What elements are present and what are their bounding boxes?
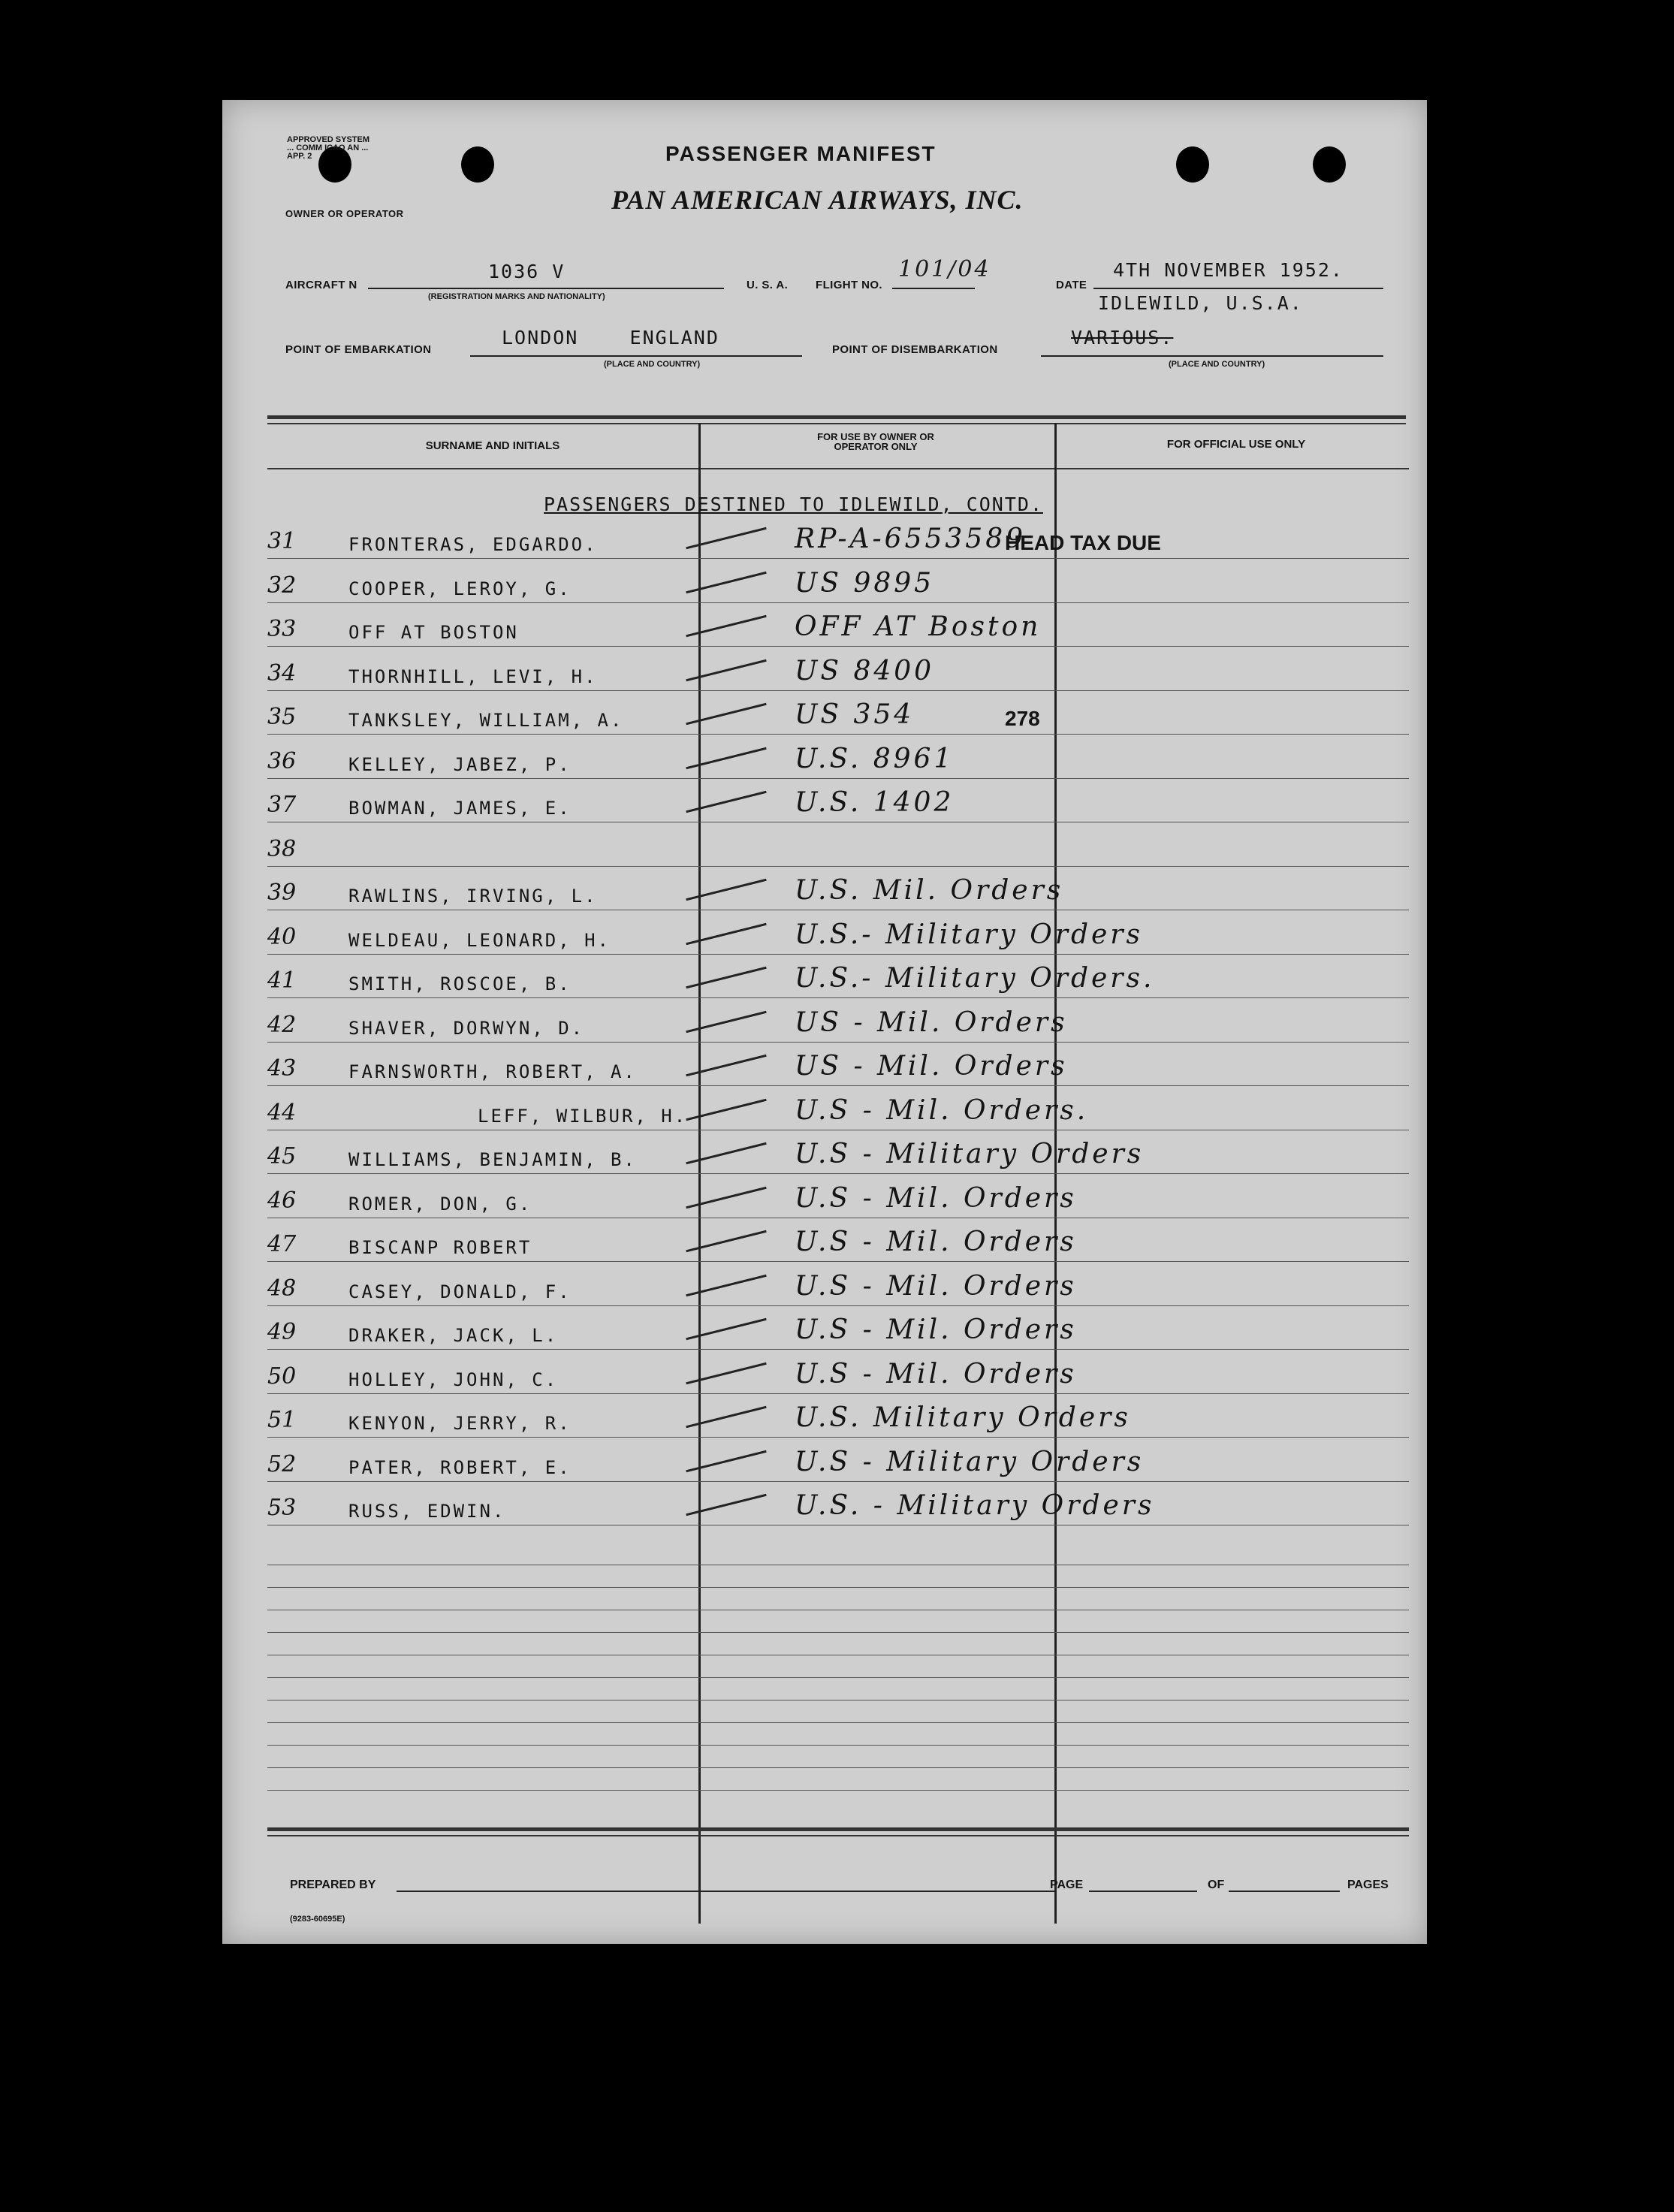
pages-label: PAGES: [1347, 1879, 1389, 1891]
punch-hole: [1313, 146, 1346, 183]
travel-document: US - Mil. Orders: [795, 1007, 1068, 1038]
disembarkation-label: POINT OF DISEMBARKATION: [832, 343, 998, 356]
header-rule: [267, 468, 1409, 469]
table-row: [222, 828, 1427, 871]
table-row: [222, 1487, 1427, 1530]
footer-rule: [267, 1835, 1409, 1836]
aircraft-sublabel: (REGISTRATION MARKS AND NATIONALITY): [428, 292, 605, 301]
date-underline: [1093, 288, 1383, 289]
passenger-name: TANKSLEY, WILLIAM, A.: [348, 710, 624, 731]
approval-stamp: APPROVED SYSTEM ... COMM ICAO AN ... APP. 2: [287, 135, 370, 161]
company-name: PAN AMERICAN AIRWAYS, INC.: [611, 185, 1024, 215]
table-row: [222, 1180, 1427, 1223]
blank-row-rule: [267, 1745, 1409, 1746]
blank-row-rule: [267, 1790, 1409, 1791]
row-number: 41: [267, 967, 297, 994]
blank-row-rule: [267, 1587, 1409, 1588]
row-number: 52: [267, 1451, 297, 1477]
check-mark: [686, 923, 766, 946]
row-rule: [267, 778, 1409, 779]
row-number: 53: [267, 1495, 297, 1521]
check-mark: [686, 1099, 766, 1121]
travel-document: U.S. 1402: [795, 787, 955, 818]
travel-document: U.S. - Military Orders: [795, 1490, 1155, 1521]
footer-rule: [267, 1827, 1409, 1831]
embarkation-sublabel: (PLACE AND COUNTRY): [604, 360, 701, 369]
row-number: 38: [267, 836, 297, 862]
passenger-name: SMITH, ROSCOE, B.: [348, 973, 572, 994]
row-number: 42: [267, 1012, 297, 1038]
passenger-name: HOLLEY, JOHN, C.: [348, 1369, 559, 1390]
table-row: [222, 1092, 1427, 1135]
punch-hole: [1176, 146, 1209, 183]
table-row: [222, 1399, 1427, 1442]
row-number: 33: [267, 616, 297, 642]
passenger-name: FRONTERAS, EDGARDO.: [348, 534, 598, 555]
table-row: [222, 565, 1427, 608]
passenger-name: KELLEY, JABEZ, P.: [348, 754, 572, 775]
table-row: [222, 916, 1427, 959]
column-header-official: FOR OFFICIAL USE ONLY: [1166, 438, 1306, 451]
row-number: 48: [267, 1275, 297, 1302]
check-mark: [686, 703, 766, 726]
prepared-by-underline: [397, 1891, 1056, 1892]
row-number: 35: [267, 704, 297, 730]
table-row: [222, 1224, 1427, 1266]
prepared-by-label: PREPARED BY: [290, 1879, 376, 1891]
passenger-name: WILLIAMS, BENJAMIN, B.: [348, 1149, 637, 1170]
header-rule: [267, 415, 1406, 419]
table-row: [222, 608, 1427, 651]
row-rule: [267, 954, 1409, 955]
row-number: 45: [267, 1143, 297, 1169]
column-header-owner: FOR USE BY OWNER OR OPERATOR ONLY: [817, 431, 934, 452]
table-row: [222, 1048, 1427, 1091]
travel-document: U.S - Mil. Orders: [795, 1359, 1077, 1390]
check-mark: [686, 747, 766, 770]
check-mark: [686, 1187, 766, 1209]
disembarkation-underline: [1041, 355, 1383, 357]
table-row: [222, 521, 1427, 563]
check-mark: [686, 1011, 766, 1034]
travel-document: U.S - Mil. Orders: [795, 1271, 1077, 1302]
row-rule: [267, 1173, 1409, 1174]
row-number: 47: [267, 1231, 297, 1257]
passenger-name: WELDEAU, LEONARD, H.: [348, 930, 611, 951]
row-number: 49: [267, 1319, 297, 1345]
travel-document: OFF AT Boston: [795, 611, 1042, 642]
table-row: [222, 960, 1427, 1003]
row-rule: [267, 1261, 1409, 1262]
flight-label: FLIGHT NO.: [816, 279, 882, 291]
travel-document: U.S - Mil. Orders: [795, 1314, 1077, 1345]
passenger-name: FARNSWORTH, ROBERT, A.: [348, 1061, 637, 1082]
travel-document: U.S - Military Orders: [795, 1139, 1145, 1169]
usa-label: U. S. A.: [747, 279, 789, 291]
check-mark: [686, 527, 766, 550]
section-heading: PASSENGERS DESTINED TO IDLEWILD, CONTD.: [544, 493, 1043, 515]
blank-row-rule: [267, 1767, 1409, 1768]
aircraft-value: 1036 V: [488, 261, 566, 282]
row-number: 50: [267, 1363, 297, 1390]
row-number: 31: [267, 528, 297, 554]
embarkation-value: LONDON ENGLAND: [502, 327, 719, 349]
row-rule: [267, 646, 1409, 647]
row-rule: [267, 866, 1409, 867]
column-header-name: SURNAME AND INITIALS: [425, 439, 560, 452]
blank-row-rule: [267, 1677, 1409, 1678]
travel-document: U.S - Mil. Orders.: [795, 1095, 1089, 1126]
check-mark: [686, 1450, 766, 1473]
form-code: (9283-60695E): [290, 1915, 345, 1924]
travel-document: U.S.- Military Orders.: [795, 963, 1155, 994]
passenger-name: KENYON, JERRY, R.: [348, 1413, 572, 1434]
disembarkation-value: IDLEWILD, U.S.A.: [1098, 292, 1303, 314]
embarkation-underline: [470, 355, 802, 357]
page-title: PASSENGER MANIFEST: [665, 142, 937, 165]
table-row: [222, 741, 1427, 783]
travel-document: RP-A-6553589: [795, 524, 1027, 554]
table-row: [222, 1444, 1427, 1486]
passenger-name: PATER, ROBERT, E.: [348, 1457, 572, 1478]
row-number: 36: [267, 748, 297, 774]
table-row: [222, 1356, 1427, 1399]
check-mark: [686, 1142, 766, 1165]
owner-label: OWNER OR OPERATOR: [285, 208, 404, 219]
page-label: PAGE: [1050, 1879, 1084, 1891]
travel-document: U.S. 8961: [795, 744, 955, 774]
of-underline: [1229, 1891, 1340, 1892]
check-mark: [686, 967, 766, 989]
date-label: DATE: [1056, 279, 1087, 291]
table-row: [222, 1268, 1427, 1311]
travel-document: U.S - Mil. Orders: [795, 1183, 1077, 1214]
check-mark: [686, 1055, 766, 1077]
travel-document: US 8400: [795, 656, 935, 687]
row-number: 46: [267, 1187, 297, 1214]
row-number: 39: [267, 880, 297, 906]
passenger-name: OFF AT BOSTON: [348, 622, 519, 643]
row-number: 40: [267, 924, 297, 950]
passenger-name: LEFF, WILBUR, H.: [478, 1106, 688, 1127]
row-rule: [267, 1349, 1409, 1350]
row-rule: [267, 690, 1409, 691]
row-rule: [267, 1481, 1409, 1482]
travel-document: U.S.- Military Orders: [795, 919, 1143, 950]
passenger-name: BOWMAN, JAMES, E.: [348, 798, 572, 819]
passenger-name: CASEY, DONALD, F.: [348, 1281, 572, 1302]
row-rule: [267, 734, 1409, 735]
passenger-name: THORNHILL, LEVI, H.: [348, 666, 598, 687]
check-mark: [686, 1494, 766, 1516]
row-number: 32: [267, 572, 297, 599]
row-number: 37: [267, 792, 297, 818]
flight-underline: [892, 288, 975, 289]
passenger-name: SHAVER, DORWYN, D.: [348, 1018, 585, 1039]
of-label: OF: [1208, 1879, 1225, 1891]
disembarkation-sublabel: (PLACE AND COUNTRY): [1169, 360, 1265, 369]
table-row: [222, 872, 1427, 915]
punch-hole: [461, 146, 494, 183]
row-number: 51: [267, 1407, 297, 1433]
check-mark: [686, 1275, 766, 1297]
passenger-name: DRAKER, JACK, L.: [348, 1325, 559, 1346]
row-rule: [267, 1305, 1409, 1306]
table-row: [222, 653, 1427, 696]
passenger-name: BISCANP ROBERT: [348, 1237, 532, 1258]
travel-document: U.S - Military Orders: [795, 1447, 1145, 1477]
page-underline: [1089, 1891, 1197, 1892]
flight-value: 101/04: [898, 256, 991, 282]
passenger-name: RAWLINS, IRVING, L.: [348, 886, 598, 907]
manifest-page: [222, 100, 1427, 1944]
passenger-name: COOPER, LEROY, G.: [348, 578, 572, 599]
aircraft-label: AIRCRAFT N: [285, 279, 357, 291]
table-row: [222, 784, 1427, 827]
row-number: 43: [267, 1055, 297, 1082]
row-number: 34: [267, 660, 297, 687]
travel-document: US - Mil. Orders: [795, 1051, 1068, 1082]
date-value: 4TH NOVEMBER 1952.: [1113, 259, 1344, 281]
official-note: HEAD TAX DUE: [1005, 531, 1161, 554]
table-row: [222, 1004, 1427, 1047]
table-row: [222, 1136, 1427, 1178]
check-mark: [686, 1230, 766, 1253]
table-row: [222, 1311, 1427, 1354]
header-rule: [267, 423, 1406, 424]
blank-row-rule: [267, 1632, 1409, 1633]
row-rule: [267, 1393, 1409, 1394]
blank-row-rule: [267, 1722, 1409, 1723]
check-mark: [686, 791, 766, 813]
check-mark: [686, 659, 766, 682]
check-mark: [686, 615, 766, 638]
travel-document: US 354: [795, 699, 915, 730]
row-rule: [267, 602, 1409, 603]
row-rule: [267, 558, 1409, 559]
check-mark: [686, 879, 766, 901]
passenger-name: ROMER, DON, G.: [348, 1194, 532, 1215]
row-rule: [267, 1437, 1409, 1438]
embarkation-label: POINT OF EMBARKATION: [285, 343, 432, 356]
row-rule: [267, 1085, 1409, 1086]
row-rule: [267, 1042, 1409, 1043]
passenger-name: RUSS, EDWIN.: [348, 1501, 506, 1522]
disembarkation-struck: VARIOUS.: [1071, 327, 1174, 349]
travel-document: US 9895: [795, 568, 935, 599]
aircraft-underline: [368, 288, 724, 289]
row-rule: [267, 997, 1409, 998]
check-mark: [686, 1318, 766, 1341]
official-note: 278: [1005, 707, 1040, 730]
check-mark: [686, 1406, 766, 1429]
travel-document: U.S. Mil. Orders: [795, 875, 1064, 906]
check-mark: [686, 572, 766, 594]
table-row: [222, 696, 1427, 739]
travel-document: U.S. Military Orders: [795, 1402, 1131, 1433]
row-number: 44: [267, 1100, 297, 1126]
travel-document: U.S - Mil. Orders: [795, 1227, 1077, 1257]
check-mark: [686, 1363, 766, 1385]
